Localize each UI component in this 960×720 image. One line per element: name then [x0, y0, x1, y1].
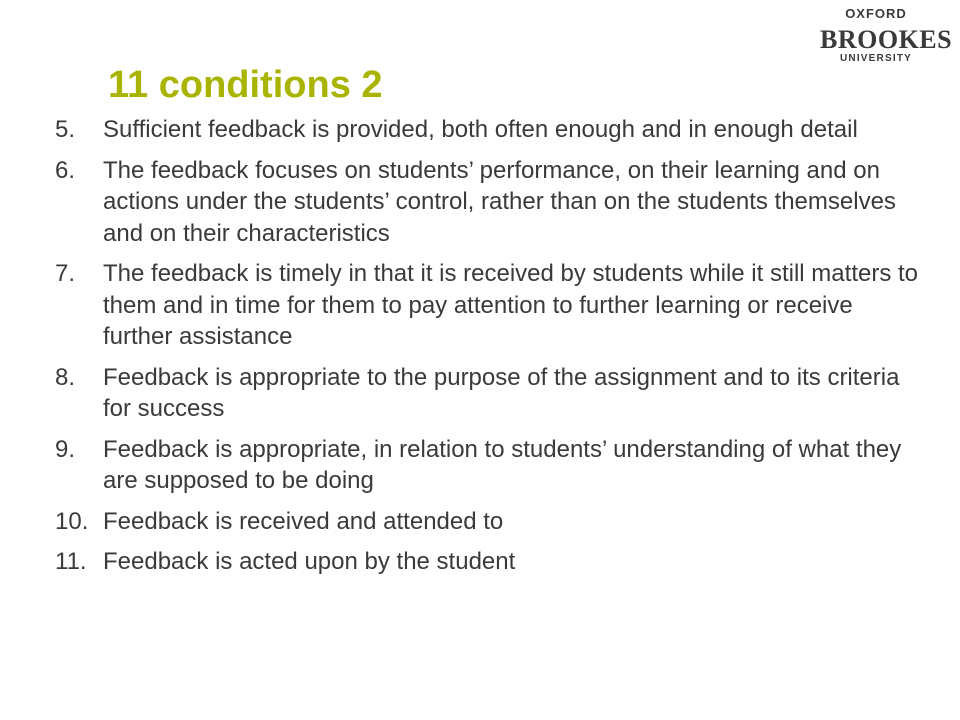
- logo-line-university: UNIVERSITY: [839, 53, 912, 64]
- list-item-number: 5.: [55, 116, 76, 143]
- list-item-text: The feedback is timely in that it is received by students while it still matters to them and in time for them to pay attention to further learning or receive further assistance: [103, 260, 919, 350]
- list-item-number: 8.: [55, 363, 76, 391]
- list-item-text: Feedback is received and attended to: [103, 507, 504, 535]
- list-item-text: Sufficient feedback is provided, both often enough and in enough detail: [103, 116, 858, 143]
- list-item-number: 10.: [55, 507, 89, 535]
- list-item-text: Feedback is acted upon by the student: [103, 548, 516, 575]
- list-item-number: 6.: [55, 156, 76, 184]
- list-item: [55, 114, 925, 146]
- logo-line-oxford: OXFORD: [845, 6, 907, 21]
- slide-title: 11 conditions 2: [108, 64, 383, 106]
- list-item-text: Feedback is appropriate, in relation to students’ understanding of what they are supposed to be doing: [103, 435, 902, 494]
- conditions-list: [55, 114, 925, 587]
- list-item: [55, 362, 925, 425]
- list-item-number: 11.: [55, 548, 87, 575]
- oxford-brookes-logo: [820, 6, 953, 66]
- list-item: [55, 506, 925, 538]
- list-item-text: Feedback is appropriate to the purpose of the assignment and to its criteria for success: [103, 363, 900, 422]
- list-item: [55, 546, 925, 578]
- list-item-number: 9.: [55, 435, 76, 463]
- list-item: [55, 434, 925, 497]
- list-item-text: The feedback focuses on students’ performance, on their learning and on actions under the students’ control, rather than on the students themselves and on their characteristics: [103, 156, 896, 247]
- logo-line-brookes: BROOKES: [820, 25, 953, 54]
- list-item: [55, 155, 925, 250]
- list-item: [55, 258, 925, 353]
- list-item-number: 7.: [55, 260, 76, 287]
